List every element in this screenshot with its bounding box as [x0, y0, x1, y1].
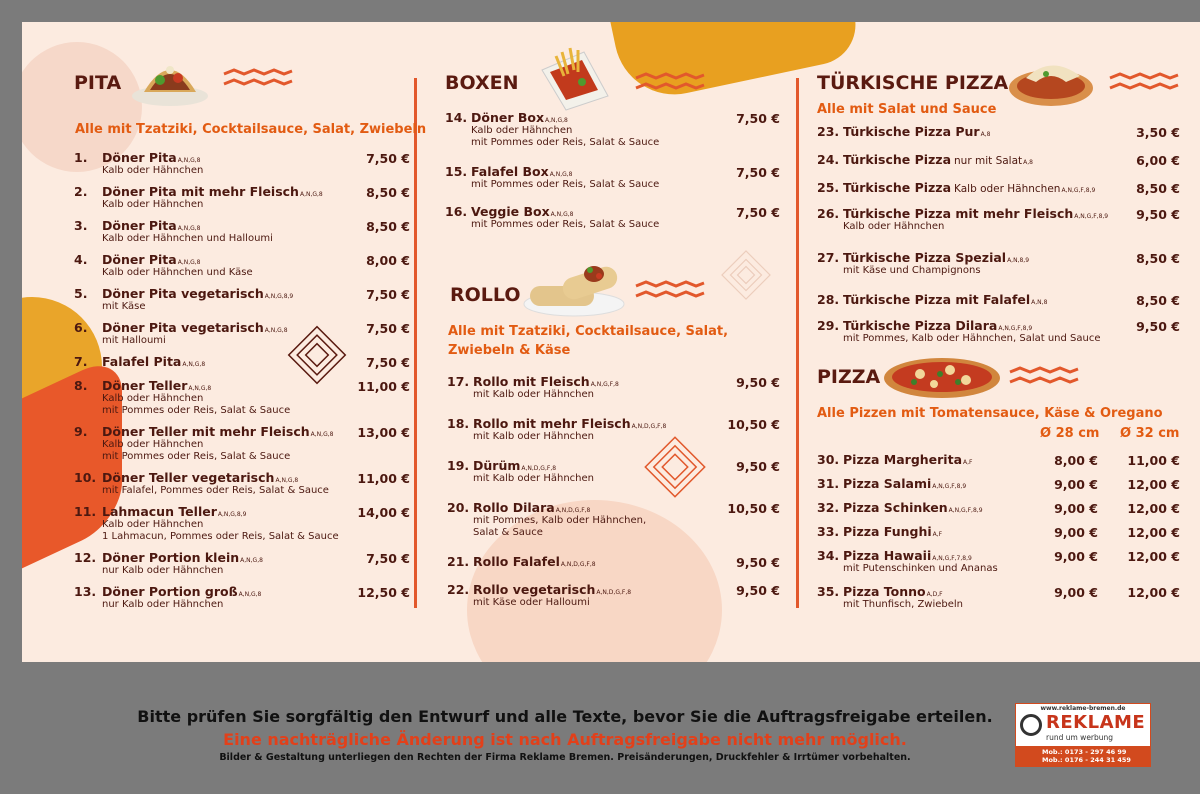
allergen-codes: A,N,G,F,8,9 — [998, 325, 1033, 332]
item-name: Rollo Dilara — [473, 500, 555, 515]
item-number: 12. — [74, 550, 97, 565]
allergen-codes: A,N,G,8 — [275, 477, 299, 484]
item-price: 8,50 € — [1136, 181, 1180, 196]
item-number: 11. — [74, 504, 97, 519]
item-name: Pizza Margherita — [843, 452, 963, 467]
section-subtitle-pizza: Alle Pizzen mit Tomatensauce, Käse & Oregano — [817, 406, 1163, 421]
item-number: 14. — [445, 110, 468, 125]
wave-decoration — [634, 72, 706, 96]
menu-board — [22, 22, 1200, 662]
item-number: 27. — [817, 250, 840, 265]
item-price: 10,50 € — [727, 501, 780, 516]
menu-item — [74, 150, 203, 177]
item-name: Döner Pita — [102, 150, 177, 165]
item-price: 7,50 € — [366, 151, 410, 166]
allergen-codes: A,N,G,8 — [549, 171, 573, 178]
item-name: Döner Teller vegetarisch — [102, 470, 275, 485]
menu-item — [447, 500, 646, 538]
item-name: Döner Portion groß — [102, 584, 238, 599]
item-price: 14,00 € — [357, 505, 410, 520]
allergen-codes: A,N,D,G,F,8 — [521, 465, 557, 472]
item-price: 12,00 € — [1127, 525, 1180, 540]
item-price: 7,50 € — [736, 205, 780, 220]
section-subtitle-rollo: Alle mit Tzatziki, Cocktailsauce, Salat, Zwiebeln & Käse — [448, 324, 729, 358]
item-name: Döner Pita — [102, 218, 177, 233]
allergen-codes: A,N,G,8 — [188, 385, 212, 392]
item-name: Veggie Box — [471, 204, 550, 219]
item-price: 8,50 € — [366, 219, 410, 234]
footer-copyright: Bilder & Gestaltung unterliegen den Rechten der Firma Reklame Bremen. Preisänderungen, Druckfehler & Irrtümer vorbehalten. — [219, 752, 911, 763]
menu-item — [445, 110, 659, 148]
item-name: Döner Pita mit mehr Fleisch — [102, 184, 299, 199]
allergen-codes: A,N,G,F,8,9 — [948, 507, 983, 514]
item-number: 10. — [74, 470, 97, 485]
item-price: 8,50 € — [1136, 251, 1180, 266]
menu-item — [447, 374, 619, 401]
menu-item — [445, 164, 659, 191]
item-number: 6. — [74, 320, 88, 335]
logo-mark-icon — [1020, 714, 1042, 736]
allergen-codes: A,N,8 — [1031, 299, 1048, 306]
item-number: 30. — [817, 452, 840, 467]
item-description: Kalb oder Hähnchen und Halloumi — [102, 233, 273, 244]
item-number: 17. — [447, 374, 470, 389]
item-description: mit Kalb oder Hähnchen — [473, 473, 594, 484]
allergen-codes: A,N,G,8 — [299, 191, 323, 198]
menu-item — [74, 252, 253, 279]
item-number: 26. — [817, 206, 840, 221]
menu-item — [447, 416, 666, 443]
item-price: 9,50 € — [736, 583, 780, 598]
footer-warning: Eine nachträgliche Änderung ist nach Auftragsfreigabe nicht mehr möglich. — [223, 730, 907, 749]
item-number: 25. — [817, 180, 840, 195]
item-number: 5. — [74, 286, 88, 301]
diamond-decoration — [718, 247, 774, 303]
item-number: 2. — [74, 184, 88, 199]
menu-item — [817, 318, 1101, 345]
item-inline-note: nur mit Salat — [954, 155, 1023, 167]
allergen-codes: A,N,D,G,F,8 — [596, 589, 632, 596]
allergen-codes: A,N,G,8,9 — [217, 511, 247, 518]
item-name: Rollo vegetarisch — [473, 582, 596, 597]
item-description: Kalb oder Hähnchen 1 Lahmacun, Pommes oder Reis, Salat & Sauce — [102, 519, 339, 542]
allergen-codes: A,N,G,8 — [545, 117, 568, 124]
item-description: Kalb oder Hähnchen mit Pommes oder Reis, Salat & Sauce — [102, 393, 291, 416]
menu-item — [74, 504, 339, 542]
item-price: 8,50 € — [366, 185, 410, 200]
menu-item — [74, 218, 273, 245]
item-name: Lahmacun Teller — [102, 504, 217, 519]
item-description: Kalb oder Hähnchen mit Pommes oder Reis, Salat & Sauce — [102, 439, 291, 462]
item-price: 12,50 € — [357, 585, 410, 600]
item-name: Rollo mit Fleisch — [473, 374, 590, 389]
item-price: 7,50 € — [366, 551, 410, 566]
item-name: Döner Pita — [102, 252, 177, 267]
item-name: Döner Pita vegetarisch — [102, 286, 264, 301]
section-title-rollo: ROLLO — [450, 284, 521, 306]
allergen-codes: A,N,D,G,F,8 — [631, 423, 667, 430]
item-description: nur Kalb oder Hähnchen — [102, 565, 224, 576]
item-name: Pizza Funghi — [843, 524, 932, 539]
allergen-codes: A,N,G,8 — [238, 591, 262, 598]
item-description: mit Kalb oder Hähnchen — [473, 431, 594, 442]
item-number: 1. — [74, 150, 88, 165]
menu-item — [817, 524, 942, 539]
allergen-codes: A,N,8,9 — [1007, 257, 1030, 264]
menu-item — [817, 548, 998, 575]
item-number: 34. — [817, 548, 840, 563]
item-description: mit Kalb oder Hähnchen — [473, 389, 594, 400]
item-price: 9,50 € — [736, 459, 780, 474]
item-description: mit Käse — [102, 301, 146, 312]
item-price: 7,50 € — [366, 355, 410, 370]
item-number: 31. — [817, 476, 840, 491]
allergen-codes: A,N,G,8,9 — [264, 293, 294, 300]
item-name: Türkische Pizza mit Falafel — [843, 292, 1031, 307]
item-number: 3. — [74, 218, 88, 233]
logo-name: REKLAME — [1046, 712, 1146, 733]
item-number: 20. — [447, 500, 470, 515]
menu-item — [817, 584, 963, 611]
wave-decoration — [1108, 72, 1180, 96]
allergen-codes: A,F — [963, 459, 973, 466]
item-description: Kalb oder Hähnchen — [843, 221, 945, 232]
diamond-decoration — [284, 322, 350, 388]
item-price: 6,00 € — [1136, 153, 1180, 168]
tuerkische-pizza-food-image — [1006, 52, 1096, 112]
logo-url: www.reklame-bremen.de — [1040, 705, 1126, 712]
item-name: Rollo mit mehr Fleisch — [473, 416, 631, 431]
menu-item — [817, 500, 983, 515]
menu-item — [447, 458, 594, 485]
menu-item — [817, 292, 1047, 307]
item-number: 4. — [74, 252, 88, 267]
item-description: mit Putenschinken und Ananas — [843, 563, 998, 574]
section-title-pizza: PIZZA — [817, 366, 881, 388]
allergen-codes: A,N,G,8 — [177, 259, 201, 266]
section-subtitle-tuerkische-pizza: Alle mit Salat und Sauce — [817, 102, 997, 117]
item-name: Pizza Tonno — [843, 584, 926, 599]
logo-tagline: rund um werbung — [1046, 733, 1114, 742]
item-description: mit Pommes oder Reis, Salat & Sauce — [471, 219, 660, 230]
item-name: Döner Box — [471, 110, 545, 125]
item-name: Falafel Pita — [102, 354, 182, 369]
reklame-logo — [1015, 703, 1151, 767]
menu-item — [817, 476, 966, 491]
item-description: mit Falafel, Pommes oder Reis, Salat & Sauce — [102, 485, 329, 496]
menu-item — [74, 584, 261, 611]
item-price: 8,50 € — [1136, 293, 1180, 308]
allergen-codes: A,N,G,8 — [240, 557, 263, 564]
menu-item — [74, 184, 323, 211]
wave-decoration — [634, 280, 706, 304]
item-number: 13. — [74, 584, 97, 599]
allergen-codes: A,N,D,G,F,8 — [555, 507, 591, 514]
allergen-codes: A,N,D,G,F,8 — [560, 561, 596, 568]
item-number: 7. — [74, 354, 88, 369]
menu-item — [817, 206, 1108, 233]
allergen-codes: A,N,G,F,8 — [590, 381, 619, 388]
menu-item — [817, 452, 972, 467]
section-title-boxen: BOXEN — [445, 72, 519, 94]
item-inline-note: Kalb oder Hähnchen — [954, 183, 1061, 195]
size-header-32: Ø 32 cm — [1120, 426, 1180, 441]
wave-decoration — [222, 68, 294, 92]
allergen-codes: A,8 — [1023, 159, 1033, 166]
item-number: 9. — [74, 424, 88, 439]
item-name: Türkische Pizza Pur — [843, 124, 980, 139]
logo-contact — [1016, 746, 1150, 766]
item-description: Kalb oder Hähnchen mit Pommes oder Reis, Salat & Sauce — [471, 125, 660, 148]
column-divider — [796, 78, 799, 608]
item-description: mit Halloumi — [102, 335, 166, 346]
item-number: 18. — [447, 416, 470, 431]
menu-item — [817, 124, 990, 139]
item-price: 11,00 € — [357, 379, 410, 394]
item-description: Kalb oder Hähnchen — [102, 165, 204, 176]
item-description: mit Käse oder Halloumi — [473, 597, 590, 608]
item-number: 33. — [817, 524, 840, 539]
allergen-codes: A,N,G,8 — [182, 361, 206, 368]
item-description: nur Kalb oder Hähnchen — [102, 599, 224, 610]
item-price: 9,50 € — [736, 555, 780, 570]
item-price: 9,00 € — [1054, 549, 1098, 564]
item-description: mit Pommes, Kalb oder Hähnchen, Salat & Sauce — [473, 515, 647, 538]
item-price: 7,50 € — [736, 111, 780, 126]
item-name: Türkische Pizza Dilara — [843, 318, 998, 333]
menu-item — [817, 250, 1029, 277]
item-price: 10,50 € — [727, 417, 780, 432]
menu-item — [817, 180, 1095, 195]
menu-item — [74, 550, 263, 577]
allergen-codes: A,D,F — [926, 591, 943, 598]
item-price: 13,00 € — [357, 425, 410, 440]
item-number: 21. — [447, 554, 470, 569]
logo-phone-1: Mob.: 0173 - 297 46 99 — [1042, 748, 1127, 756]
logo-phone-2: Mob.: 0176 - 244 31 459 — [1042, 756, 1131, 764]
item-number: 16. — [445, 204, 468, 219]
allergen-codes: A,N,G,8 — [177, 225, 201, 232]
menu-item — [447, 554, 596, 569]
item-number: 23. — [817, 124, 840, 139]
allergen-codes: A,N,G,F,8,9 — [932, 483, 967, 490]
item-number: 35. — [817, 584, 840, 599]
item-number: 29. — [817, 318, 840, 333]
item-description: mit Pommes, Kalb oder Hähnchen, Salat und Sauce — [843, 333, 1101, 344]
item-name: Türkische Pizza Spezial — [843, 250, 1007, 265]
pita-food-image — [130, 52, 210, 108]
item-description: mit Pommes oder Reis, Salat & Sauce — [471, 179, 660, 190]
item-price: 3,50 € — [1136, 125, 1180, 140]
rollo-food-image — [522, 252, 626, 318]
size-header-28: Ø 28 cm — [1040, 426, 1100, 441]
wave-decoration — [1008, 366, 1080, 390]
box-food-image — [532, 42, 614, 112]
allergen-codes: A,N,G,8 — [177, 157, 201, 164]
allergen-codes: A,N,G,F,7,8,9 — [932, 555, 972, 562]
item-name: Döner Teller mit mehr Fleisch — [102, 424, 310, 439]
item-price: 11,00 € — [357, 471, 410, 486]
item-price: 9,50 € — [736, 375, 780, 390]
item-name: Falafel Box — [471, 164, 549, 179]
item-description: mit Thunfisch, Zwiebeln — [843, 599, 964, 610]
footer-notice: Bitte prüfen Sie sorgfältig den Entwurf und alle Texte, bevor Sie die Auftragsfreigabe erteilen. — [137, 707, 993, 726]
item-number: 28. — [817, 292, 840, 307]
section-title-pita: PITA — [74, 72, 122, 94]
item-price: 12,00 € — [1127, 549, 1180, 564]
item-price: 9,50 € — [1136, 207, 1180, 222]
item-price: 7,50 € — [736, 165, 780, 180]
item-name: Pizza Schinken — [843, 500, 948, 515]
item-price: 12,00 € — [1127, 477, 1180, 492]
item-description: Kalb oder Hähnchen und Käse — [102, 267, 253, 278]
column-divider — [414, 78, 417, 608]
item-number: 32. — [817, 500, 840, 515]
item-name: Rollo Falafel — [473, 554, 560, 569]
allergen-codes: A,N,G,8 — [550, 211, 574, 218]
item-price: 8,00 € — [366, 253, 410, 268]
item-name: Döner Portion klein — [102, 550, 240, 565]
allergen-codes: A,N,G,F,8,9 — [1061, 187, 1096, 194]
allergen-codes: A,N,G,F,8,9 — [1074, 213, 1109, 220]
item-number: 8. — [74, 378, 88, 393]
allergen-codes: A,F — [932, 531, 943, 538]
item-number: 24. — [817, 152, 840, 167]
item-price: 12,00 € — [1127, 585, 1180, 600]
item-name: Türkische Pizza — [843, 152, 952, 167]
item-price: 8,00 € — [1054, 453, 1098, 468]
item-name: Döner Teller — [102, 378, 188, 393]
menu-item — [74, 470, 329, 497]
item-name: Dürüm — [473, 458, 521, 473]
allergen-codes: A,N,G,8 — [264, 327, 288, 334]
item-number: 15. — [445, 164, 468, 179]
item-name: Pizza Salami — [843, 476, 932, 491]
menu-item — [447, 582, 631, 609]
item-price: 9,00 € — [1054, 585, 1098, 600]
menu-item — [74, 424, 333, 462]
item-number: 22. — [447, 582, 470, 597]
section-subtitle-pita: Alle mit Tzatziki, Cocktailsauce, Salat, Zwiebeln — [75, 122, 427, 137]
section-title-tuerkische-pizza: TÜRKISCHE PIZZA — [817, 72, 1009, 94]
item-name: Pizza Hawaii — [843, 548, 932, 563]
item-price: 9,00 € — [1054, 501, 1098, 516]
item-price: 9,00 € — [1054, 525, 1098, 540]
item-price: 7,50 € — [366, 287, 410, 302]
menu-item — [74, 286, 293, 313]
allergen-codes: A,8 — [980, 131, 991, 138]
item-name: Türkische Pizza — [843, 180, 952, 195]
item-price: 9,00 € — [1054, 477, 1098, 492]
item-name: Türkische Pizza mit mehr Fleisch — [843, 206, 1074, 221]
item-number: 19. — [447, 458, 470, 473]
item-price: 7,50 € — [366, 321, 410, 336]
menu-item — [74, 320, 288, 347]
allergen-codes: A,N,G,8 — [310, 431, 334, 438]
menu-item — [74, 378, 290, 416]
menu-item — [445, 204, 659, 231]
item-description: mit Käse und Champignons — [843, 265, 981, 276]
item-description: Kalb oder Hähnchen — [102, 199, 204, 210]
diamond-decoration — [640, 432, 710, 502]
menu-item — [74, 354, 205, 369]
pizza-food-image — [880, 352, 1004, 402]
item-price: 12,00 € — [1127, 501, 1180, 516]
menu-item — [817, 152, 1033, 167]
item-price: 11,00 € — [1127, 453, 1180, 468]
item-name: Döner Pita vegetarisch — [102, 320, 264, 335]
item-price: 9,50 € — [1136, 319, 1180, 334]
